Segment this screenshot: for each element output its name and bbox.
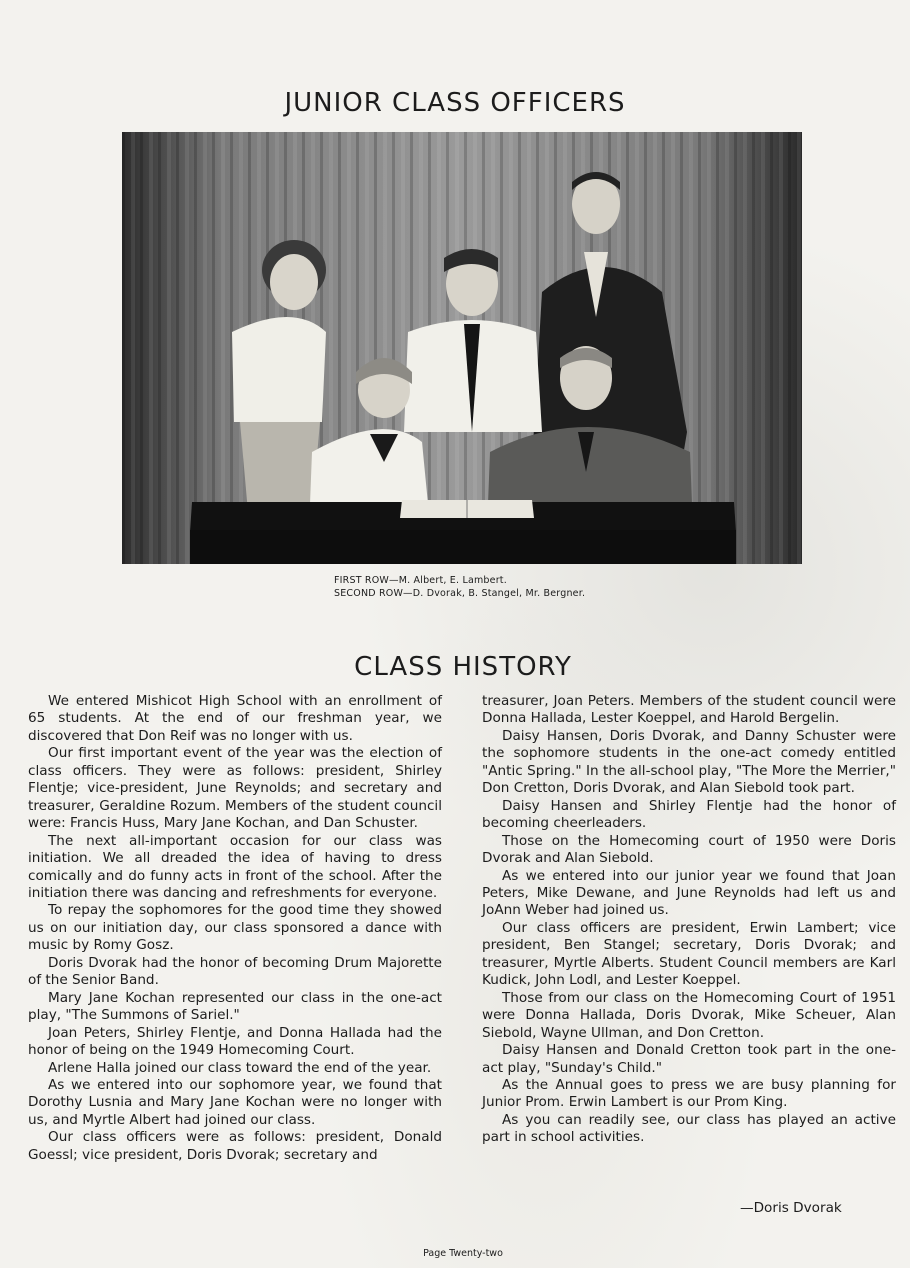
paragraph: We entered Mishicot High School with an enrollment of 65 students. At the end of our freshman year, we discovered that Don Reif was no longer with us. (28, 693, 442, 744)
paragraph: As we entered into our sophomore year, we found that Dorothy Lusnia and Mary Jane Kochan were no longer with us, and Myrtle Albert had joined our class. (28, 1076, 442, 1128)
paragraph: To repay the sophomores for the good time they showed us on our initiation day, our class sponsored a dance with music by Romy Gosz. (28, 902, 442, 954)
paragraph: Those on the Homecoming court of 1950 were Doris Dvorak and Alan Siebold. (482, 832, 896, 867)
caption-second-row: SECOND ROW—D. Dvorak, B. Stangel, Mr. Bergner. (334, 588, 586, 599)
paragraph: Arlene Halla joined our class toward the end of the year. (48, 1059, 432, 1076)
paragraph: treasurer, Joan Peters. Members of the student council were Donna Hallada, Lester Koeppel, and Harold Bergelin. (482, 693, 896, 727)
paragraph: Our class officers are president, Erwin Lambert; vice president, Ben Stangel; secretary, Doris Dvorak; and treasurer, Myrtle Alberts. Student Council members are Karl Kudick, John Lodl, and Lester Koeppel. (482, 919, 896, 989)
page-title: JUNIOR CLASS OFFICERS (284, 88, 626, 118)
paragraph: Our first important event of the year was the election of class officers. They were as follows: president, Shirley Flentje; vice-president, June Reynolds; and secretary and treasurer, Geraldine Rozum. Members of the student council were: Francis Huss, Mary Jane Kochan, and Dan Schuster. (28, 745, 442, 832)
photo-caption (334, 574, 585, 600)
section-title: CLASS HISTORY (354, 652, 572, 682)
paragraph: Daisy Hansen and Donald Cretton took part in the one-act play, "Sunday's Child." (482, 1042, 896, 1076)
page-number: Page Twenty-two (423, 1248, 503, 1259)
history-column-right (482, 693, 896, 1147)
paragraph: Doris Dvorak had the honor of becoming Drum Majorette of the Senior Band. (28, 954, 442, 989)
paragraph: Daisy Hansen and Shirley Flentje had the honor of becoming cheerleaders. (482, 797, 896, 832)
paragraph: Our class officers were as follows: president, Donald Goessl; vice president, Doris Dvorak; secretary and (28, 1129, 442, 1163)
paragraph: Daisy Hansen, Doris Dvorak, and Danny Schuster were the sophomore students in the one-act comedy entitled "Antic Spring." In the all-school play, "The More the Merrier," Don Cretton, Doris Dvorak, and Alan Siebold took part. (482, 727, 896, 797)
paragraph: Those from our class on the Homecoming Court of 1951 were Donna Hallada, Doris Dvorak, Mike Scheuer, Alan Siebold, Wayne Ullman, and Don Cretton. (482, 989, 896, 1041)
paragraph: Joan Peters, Shirley Flentje, and Donna Hallada had the honor of being on the 1949 Homecoming Court. (28, 1024, 442, 1059)
caption-first-row: FIRST ROW—M. Albert, E. Lambert. (334, 575, 507, 586)
paragraph: As the Annual goes to press we are busy planning for Junior Prom. Erwin Lambert is our Prom King. (482, 1076, 896, 1111)
author-signature: —Doris Dvorak (740, 1200, 842, 1216)
history-column-left (28, 693, 442, 1164)
paragraph: As you can readily see, our class has played an active part in school activities. (482, 1111, 896, 1146)
paragraph: The next all-important occasion for our class was initiation. We all dreaded the idea of having to dress comically and do funny acts in front of the school. After the initiation there was dancing and refreshments for everyone. (28, 832, 442, 901)
paragraph: Mary Jane Kochan represented our class in the one-act play, "The Summons of Sariel." (28, 989, 442, 1024)
class-officers-photo (122, 132, 802, 564)
paragraph: As we entered into our junior year we found that Joan Peters, Mike Dewane, and June Reynolds had left us and JoAnn Weber had joined us. (482, 867, 896, 919)
